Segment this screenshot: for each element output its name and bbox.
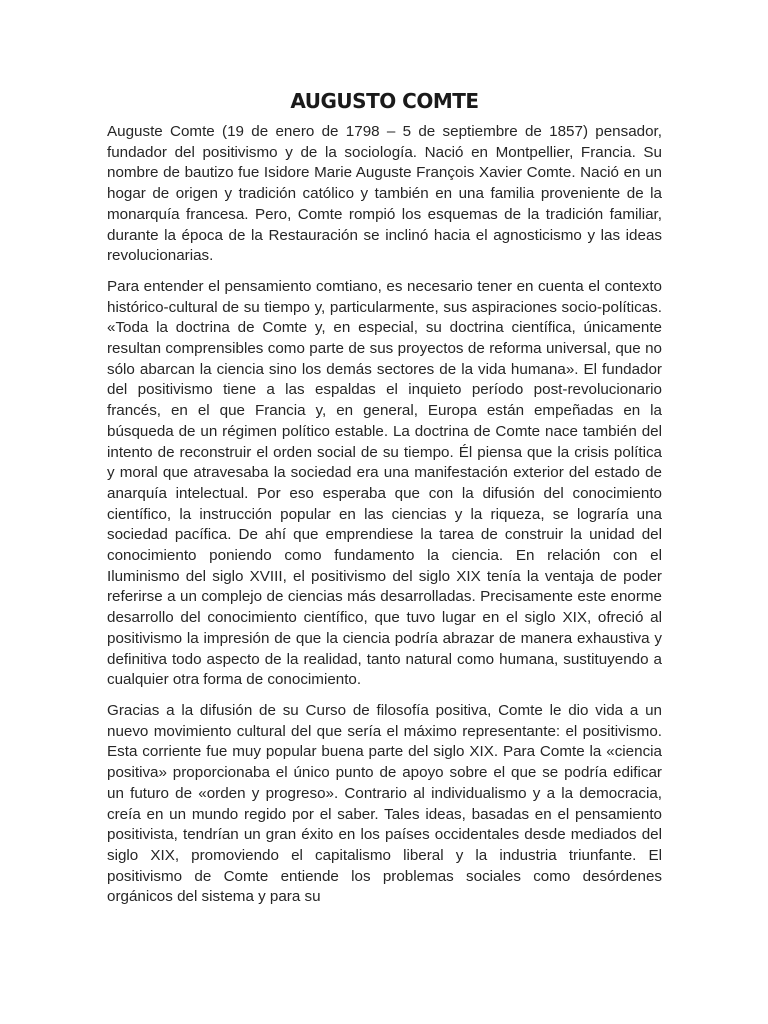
- paragraph-biography: Auguste Comte (19 de enero de 1798 – 5 de septiembre de 1857) pensador, fundador del positivismo y de la sociología. Nació en Montpellier, Francia. Su nombre de bautizo fue Isidore Marie Auguste François Xavier Comte. Nació en un hogar de origen y tradición católico y también en una familia proveniente de la monarquía francesa. Pero, Comte rompió los esquemas de la tradición familiar, durante la época de la Restauración se inclinó hacia el agnosticismo y las ideas revolucionarias.: [107, 123, 662, 265]
- document-title: AUGUSTO COMTE: [290, 89, 479, 113]
- paragraph-context: Para entender el pensamiento comtiano, es necesario tener en cuenta el contexto histórico-cultural de su tiempo y, particularmente, sus aspiraciones socio-políticas. «Toda la doctrina de Comte y, en especial, su doctrina científica, únicamente resultan comprensibles como parte de sus proyectos de reforma universal, que no sólo abarcan la ciencia sino los demás sectores de la vida humana». El fundador del positivismo tiene a las espaldas el inquieto período post-revolucionario francés, en el que Francia y, en general, Europa están empeñadas en la búsqueda de un régimen político estable. La doctrina de Comte nace también del intento de reconstruir el orden social de su tiempo. Él piensa que la crisis política y moral que atravesaba la sociedad era una manifestación exterior del estado de anarquía intelectual. Por eso esperaba que con la difusión del conocimiento científico, la instrucción popular en las ciencias y la riqueza, se lograría una sociedad pacífica. De ahí que emprendiese la tarea de construir la unidad del conocimiento poniendo como fundamento la ciencia. En relación con el Iluminismo del siglo XVIII, el positivismo del siglo XIX tenía la ventaja de poder referirse a un complejo de ciencias más desarrolladas. Precisamente este enorme desarrollo del conocimiento científico, que tuvo lugar en el siglo XIX, ofreció al positivismo la impresión de que la ciencia podría abrazar de manera exhaustiva y definitiva todo aspecto de la realidad, tanto natural como humana, sustituyendo a cualquier otra forma de conocimiento.: [107, 277, 662, 689]
- paragraph-positivism: Gracias a la difusión de su Curso de filosofía positiva, Comte le dio vida a un nuevo movimiento cultural del que sería el máximo representante: el positivismo. Esta corriente fue muy popular buena parte del siglo XIX. Para Comte la «ciencia positiva» proporcionaba el único punto de apoyo sobre el que se podría edificar un futuro de «orden y progreso». Contrario al individualismo y a la democracia, creía en un mundo regido por el saber. Tales ideas, basadas en el pensamiento positivista, tendrían un gran éxito en los países occidentales desde mediados del siglo XIX, promoviendo el capitalismo liberal y la industria triunfante. El positivismo de Comte entiende los problemas sociales como desórdenes orgánicos del sistema y para su: [107, 701, 662, 906]
